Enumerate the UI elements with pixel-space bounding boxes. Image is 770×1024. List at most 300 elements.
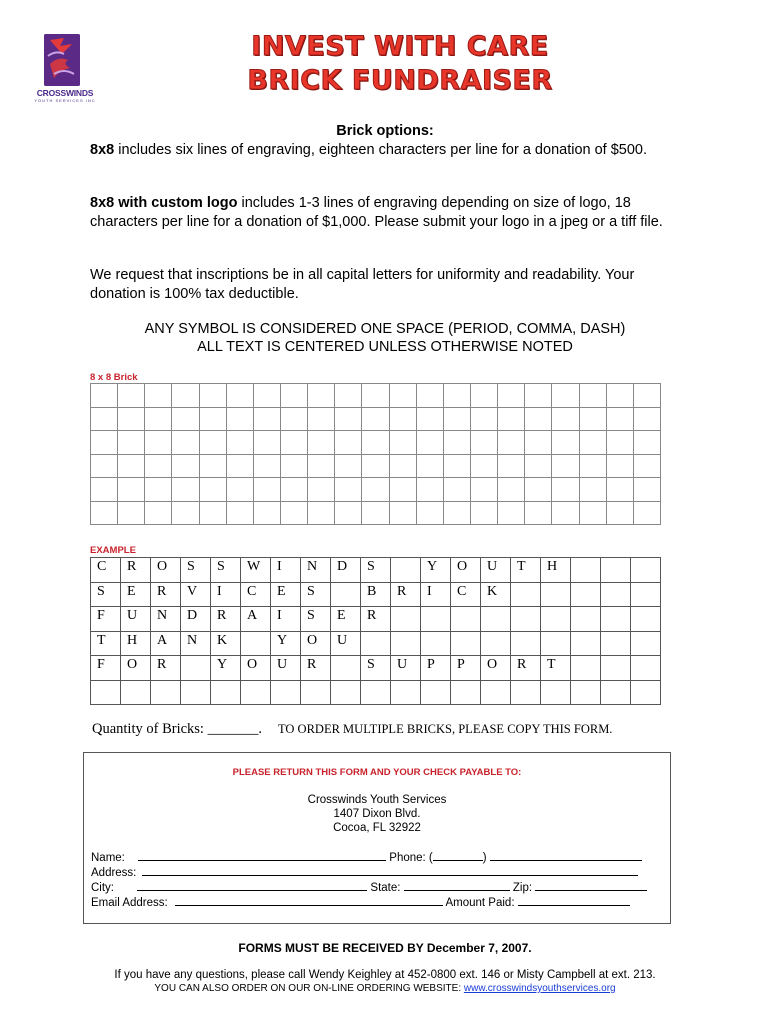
example-grid-cell: R — [511, 656, 541, 681]
example-grid-cell: I — [271, 558, 301, 583]
brick-grid-cell[interactable] — [552, 478, 579, 502]
brick-grid-cell[interactable] — [253, 407, 280, 431]
example-grid-cell: O — [241, 656, 271, 681]
brick-grid-cell[interactable] — [199, 384, 226, 408]
example-grid-cell: O — [301, 631, 331, 656]
brick-grid-cell[interactable] — [470, 384, 497, 408]
brick-grid-cell[interactable] — [226, 384, 253, 408]
example-grid-cell: T — [511, 558, 541, 583]
brick-grid-cell[interactable] — [443, 431, 470, 455]
example-grid-cell: U — [481, 558, 511, 583]
example-grid-cell: C — [241, 582, 271, 607]
example-grid-cell — [631, 607, 661, 632]
example-grid-cell — [571, 607, 601, 632]
example-grid-cell: R — [361, 607, 391, 632]
brick-grid-cell[interactable] — [335, 384, 362, 408]
brick-grid-row — [91, 454, 661, 478]
example-grid-cell — [361, 680, 391, 705]
example-grid-cell — [541, 680, 571, 705]
example-grid-cell — [511, 680, 541, 705]
example-grid-cell — [331, 656, 361, 681]
brick-grid-cell[interactable] — [91, 384, 118, 408]
deadline-notice: FORMS MUST BE RECEIVED BY December 7, 2007. — [238, 941, 532, 955]
example-grid-row — [91, 631, 661, 656]
brick-options-heading: Brick options: — [336, 123, 434, 139]
example-grid-cell — [601, 680, 631, 705]
return-form-box — [83, 752, 671, 924]
brick-grid-cell[interactable] — [253, 384, 280, 408]
brick-grid-cell[interactable] — [199, 407, 226, 431]
brick-grid-cell[interactable] — [199, 454, 226, 478]
brick-grid-cell[interactable] — [525, 454, 552, 478]
example-grid-cell: R — [121, 558, 151, 583]
example-grid-cell — [601, 607, 631, 632]
brick-grid-cell[interactable] — [579, 431, 606, 455]
brick-grid-cell[interactable] — [335, 407, 362, 431]
example-grid-cell — [391, 607, 421, 632]
brick-grid-cell[interactable] — [443, 454, 470, 478]
example-grid-cell: P — [451, 656, 481, 681]
brick-grid-cell[interactable] — [172, 501, 199, 525]
brick-grid-cell[interactable] — [118, 501, 145, 525]
example-grid-cell — [511, 582, 541, 607]
brick-grid-cell[interactable] — [362, 384, 389, 408]
org-name: Crosswinds Youth Services — [307, 794, 447, 806]
example-grid-cell: R — [151, 656, 181, 681]
state-label: State: — [370, 882, 401, 894]
logo-name: CROSSWINDS — [36, 88, 94, 98]
brick-grid-cell[interactable] — [525, 384, 552, 408]
brick-grid-cell[interactable] — [118, 407, 145, 431]
brick-grid-cell[interactable] — [552, 454, 579, 478]
example-grid-cell: U — [271, 656, 301, 681]
email-label: Email Address: — [91, 897, 168, 909]
example-grid-cell — [481, 607, 511, 632]
brick-grid-cell[interactable] — [199, 501, 226, 525]
brick-grid-cell[interactable] — [389, 478, 416, 502]
example-grid-cell: O — [121, 656, 151, 681]
brick-grid-cell[interactable] — [389, 384, 416, 408]
example-grid-row — [91, 607, 661, 632]
example-grid-cell: T — [91, 631, 121, 656]
example-grid-cell: Y — [211, 656, 241, 681]
example-grid-cell: U — [331, 631, 361, 656]
brick-grid-cell[interactable] — [172, 384, 199, 408]
example-grid-cell: A — [241, 607, 271, 632]
amount-field[interactable] — [518, 895, 630, 906]
brick-grid-cell[interactable] — [525, 478, 552, 502]
brick-grid-cell[interactable] — [579, 478, 606, 502]
copy-form-note: TO ORDER MULTIPLE BRICKS, PLEASE COPY THIS FORM. — [278, 722, 613, 736]
brick-grid-cell[interactable] — [552, 431, 579, 455]
brick-grid-cell[interactable] — [91, 407, 118, 431]
brick-grid-cell[interactable] — [145, 384, 172, 408]
brick-grid-cell[interactable] — [579, 454, 606, 478]
rule-symbol: ANY SYMBOL IS CONSIDERED ONE SPACE (PERIOD, COMMA, DASH) — [144, 321, 626, 337]
brick-grid-cell[interactable] — [172, 431, 199, 455]
brick-grid-cell[interactable] — [633, 384, 660, 408]
brick-grid-cell[interactable] — [606, 454, 633, 478]
brick-grid-cell[interactable] — [118, 478, 145, 502]
brick-grid-cell[interactable] — [416, 407, 443, 431]
brick-grid-cell[interactable] — [606, 431, 633, 455]
brick-grid-cell[interactable] — [633, 407, 660, 431]
brick-grid-cell[interactable] — [362, 501, 389, 525]
brick-grid-cell[interactable] — [579, 384, 606, 408]
brick-grid-cell[interactable] — [498, 454, 525, 478]
address-field[interactable] — [142, 865, 638, 876]
example-grid-cell: S — [301, 607, 331, 632]
example-grid-cell — [631, 680, 661, 705]
brick-grid-cell[interactable] — [253, 431, 280, 455]
example-grid-cell: R — [211, 607, 241, 632]
brick-grid-cell[interactable] — [362, 431, 389, 455]
brick-grid-cell[interactable] — [389, 431, 416, 455]
brick-grid-cell[interactable] — [280, 454, 307, 478]
zip-label: Zip: — [512, 882, 533, 894]
example-grid-cell — [301, 680, 331, 705]
example-grid-cell: Y — [271, 631, 301, 656]
brick-grid-cell[interactable] — [606, 407, 633, 431]
brick-grid-cell[interactable] — [606, 501, 633, 525]
example-grid-cell — [601, 558, 631, 583]
questions-contact: If you have any questions, please call Wendy Keighley at 452-0800 ext. 146 or Misty Campbell at ext. 213. — [114, 969, 656, 981]
phone-field[interactable] — [490, 850, 642, 861]
brick-grid-cell[interactable] — [226, 478, 253, 502]
brick-grid-cell[interactable] — [362, 454, 389, 478]
example-grid-cell — [151, 680, 181, 705]
example-grid-cell: S — [361, 656, 391, 681]
example-grid-cell: E — [121, 582, 151, 607]
example-grid-cell: F — [91, 607, 121, 632]
example-grid-cell — [631, 631, 661, 656]
example-grid-cell: E — [271, 582, 301, 607]
example-grid-cell: R — [391, 582, 421, 607]
city-row — [91, 880, 647, 894]
example-grid-cell: O — [481, 656, 511, 681]
example-grid-cell: P — [421, 656, 451, 681]
brick-grid-cell[interactable] — [118, 454, 145, 478]
example-grid-cell — [391, 631, 421, 656]
brick-grid-cell[interactable] — [525, 407, 552, 431]
brick-grid-cell[interactable] — [335, 501, 362, 525]
brick-grid-cell[interactable] — [91, 454, 118, 478]
example-grid-cell: R — [151, 582, 181, 607]
brick-grid-cell[interactable] — [145, 478, 172, 502]
example-grid-cell: I — [211, 582, 241, 607]
example-grid-cell: S — [211, 558, 241, 583]
example-grid-cell — [511, 607, 541, 632]
brick-grid-cell[interactable] — [280, 478, 307, 502]
brick-grid-cell[interactable] — [416, 431, 443, 455]
example-grid-cell: H — [541, 558, 571, 583]
brick-grid-cell[interactable] — [280, 431, 307, 455]
example-grid-cell — [241, 680, 271, 705]
logo-emblem-icon — [44, 34, 80, 86]
brick-grid-cell[interactable] — [470, 407, 497, 431]
brick-grid-cell[interactable] — [145, 407, 172, 431]
brick-grid-cell[interactable] — [470, 431, 497, 455]
brick-grid-cell[interactable] — [335, 431, 362, 455]
example-grid-cell: K — [211, 631, 241, 656]
example-grid-cell: V — [181, 582, 211, 607]
example-grid-cell: W — [241, 558, 271, 583]
example-grid-cell: T — [541, 656, 571, 681]
email-row — [91, 895, 630, 909]
brick-grid-cell[interactable] — [308, 478, 335, 502]
example-grid-cell — [481, 680, 511, 705]
example-grid-cell — [541, 582, 571, 607]
brick-grid-cell[interactable] — [633, 478, 660, 502]
brick-grid-cell[interactable] — [172, 478, 199, 502]
example-grid-cell — [451, 680, 481, 705]
example-grid-cell — [331, 582, 361, 607]
brick-grid-cell[interactable] — [253, 454, 280, 478]
brick-grid-cell[interactable] — [335, 454, 362, 478]
brick-grid-cell[interactable] — [470, 501, 497, 525]
name-label: Name: — [91, 852, 125, 864]
example-grid-cell: E — [331, 607, 361, 632]
brick-grid-cell[interactable] — [498, 501, 525, 525]
example-grid-cell: D — [181, 607, 211, 632]
example-grid-cell: O — [151, 558, 181, 583]
example-grid-cell — [631, 558, 661, 583]
brick-grid-cell[interactable] — [389, 501, 416, 525]
brick-grid-cell[interactable] — [552, 384, 579, 408]
example-grid-cell — [631, 656, 661, 681]
brick-grid-cell[interactable] — [91, 431, 118, 455]
example-grid-cell: N — [151, 607, 181, 632]
example-grid-cell: S — [301, 582, 331, 607]
brick-grid-cell[interactable] — [606, 384, 633, 408]
name-field[interactable] — [138, 850, 386, 861]
example-grid-cell: Y — [421, 558, 451, 583]
brick-grid-label: 8 x 8 Brick — [90, 372, 138, 383]
example-grid-cell — [541, 607, 571, 632]
brick-grid-row — [91, 407, 661, 431]
org-street: 1407 Dixon Blvd. — [333, 808, 421, 820]
example-grid-cell: F — [91, 656, 121, 681]
brick-grid-cell[interactable] — [470, 478, 497, 502]
example-grid-cell — [571, 631, 601, 656]
example-grid-cell — [571, 582, 601, 607]
option-custom-logo-text: includes 1-3 lines of engraving depending on size of logo, 18 characters per line for a donation of $1,000. Please submit your logo in a jpeg or a tiff file. — [90, 195, 663, 230]
brick-grid-cell[interactable] — [443, 384, 470, 408]
example-grid-cell: N — [181, 631, 211, 656]
online-order-line — [0, 983, 770, 994]
example-grid-cell: S — [91, 582, 121, 607]
brick-grid-cell[interactable] — [226, 431, 253, 455]
example-grid-cell: H — [121, 631, 151, 656]
brick-grid-cell[interactable] — [308, 431, 335, 455]
phone-label: Phone: ( — [389, 852, 433, 864]
brick-grid-cell[interactable] — [308, 454, 335, 478]
brick-grid-cell[interactable] — [118, 431, 145, 455]
address-label: Address: — [91, 867, 137, 879]
return-title: PLEASE RETURN THIS FORM AND YOUR CHECK PAYABLE TO: — [232, 767, 522, 778]
example-grid-cell: A — [151, 631, 181, 656]
brick-grid-cell[interactable] — [606, 478, 633, 502]
brick-grid-cell[interactable] — [525, 431, 552, 455]
example-grid-cell: S — [181, 558, 211, 583]
brick-grid-cell[interactable] — [443, 407, 470, 431]
brick-grid-cell[interactable] — [308, 384, 335, 408]
brick-grid-cell[interactable] — [633, 431, 660, 455]
example-grid-cell — [571, 656, 601, 681]
example-grid-cell — [451, 607, 481, 632]
brick-grid-cell[interactable] — [280, 384, 307, 408]
brick-grid-cell[interactable] — [498, 431, 525, 455]
example-grid-row — [91, 680, 661, 705]
example-grid-cell — [121, 680, 151, 705]
brick-grid-row — [91, 384, 661, 408]
city-label: City: — [91, 882, 114, 894]
brick-grid-cell[interactable] — [362, 407, 389, 431]
example-grid-cell — [421, 607, 451, 632]
example-grid-cell — [421, 680, 451, 705]
brick-grid-cell[interactable] — [498, 478, 525, 502]
brick-grid-cell[interactable] — [416, 501, 443, 525]
option-custom-logo-label: 8x8 with custom logo — [90, 195, 238, 211]
title-line-1: INVEST WITH CARE — [251, 31, 549, 62]
example-grid-cell — [601, 582, 631, 607]
brick-grid-cell[interactable] — [308, 407, 335, 431]
brick-grid-cell[interactable] — [253, 478, 280, 502]
brick-grid-cell[interactable] — [226, 454, 253, 478]
example-grid-cell — [181, 680, 211, 705]
example-grid-cell — [91, 680, 121, 705]
brick-grid-cell[interactable] — [145, 501, 172, 525]
quantity-of-bricks[interactable]: Quantity of Bricks: _______. — [92, 721, 262, 737]
title-banner — [240, 30, 560, 102]
phone-close: ) — [482, 852, 487, 864]
example-grid-row — [91, 558, 661, 583]
example-grid-cell — [631, 582, 661, 607]
brick-grid-cell[interactable] — [579, 407, 606, 431]
brick-grid-row — [91, 501, 661, 525]
example-grid-cell — [541, 631, 571, 656]
brick-grid-cell[interactable] — [633, 501, 660, 525]
example-grid-cell: C — [91, 558, 121, 583]
example-grid-cell: D — [331, 558, 361, 583]
brick-grid-cell[interactable] — [145, 454, 172, 478]
example-grid-cell: U — [391, 656, 421, 681]
example-grid-cell: C — [451, 582, 481, 607]
rule-centered: ALL TEXT IS CENTERED UNLESS OTHERWISE NOTED — [197, 339, 573, 355]
example-grid-cell: S — [361, 558, 391, 583]
brick-grid-cell[interactable] — [280, 501, 307, 525]
brick-grid-row — [91, 478, 661, 502]
example-grid-cell: N — [301, 558, 331, 583]
option-custom-logo — [90, 194, 690, 231]
brick-grid-cell[interactable] — [416, 478, 443, 502]
brick-grid-cell[interactable] — [443, 478, 470, 502]
brick-grid-cell[interactable] — [470, 454, 497, 478]
example-grid-cell — [211, 680, 241, 705]
brick-grid-cell[interactable] — [552, 501, 579, 525]
brick-grid-cell[interactable] — [91, 501, 118, 525]
brick-grid-cell[interactable] — [579, 501, 606, 525]
example-grid-cell — [481, 631, 511, 656]
name-row — [91, 850, 642, 864]
brick-grid-cell[interactable] — [226, 501, 253, 525]
brick-grid-cell[interactable] — [416, 384, 443, 408]
brick-grid-cell[interactable] — [552, 407, 579, 431]
brick-grid-cell[interactable] — [172, 407, 199, 431]
example-grid-cell: I — [271, 607, 301, 632]
brick-grid-cell[interactable] — [389, 407, 416, 431]
website-link[interactable]: www.crosswindsyouthservices.org — [463, 983, 616, 994]
example-grid-cell — [331, 680, 361, 705]
example-grid-cell: R — [301, 656, 331, 681]
example-grid-cell: U — [121, 607, 151, 632]
brick-grid-cell[interactable] — [416, 454, 443, 478]
brick-grid-cell[interactable] — [389, 454, 416, 478]
org-city: Cocoa, FL 32922 — [333, 822, 421, 834]
example-grid-cell — [361, 631, 391, 656]
example-grid-cell: K — [481, 582, 511, 607]
brick-grid-cell[interactable] — [633, 454, 660, 478]
phone-area-field[interactable] — [433, 850, 483, 861]
brick-grid-cell[interactable] — [280, 407, 307, 431]
example-grid-cell — [601, 631, 631, 656]
brick-grid-cell[interactable] — [335, 478, 362, 502]
brick-grid-cell[interactable] — [525, 501, 552, 525]
brick-grid-cell[interactable] — [362, 478, 389, 502]
online-order-text: YOU CAN ALSO ORDER ON OUR ON-LINE ORDERING WEBSITE: — [154, 983, 464, 994]
city-field[interactable] — [137, 880, 367, 891]
crosswinds-logo — [34, 34, 96, 104]
example-grid-row — [91, 582, 661, 607]
example-label: EXAMPLE — [90, 545, 136, 556]
brick-grid-cell[interactable] — [91, 478, 118, 502]
example-grid-cell — [571, 680, 601, 705]
brick-grid-cell[interactable] — [199, 431, 226, 455]
option-8x8 — [90, 141, 690, 160]
example-grid-cell: B — [361, 582, 391, 607]
example-grid-row — [91, 656, 661, 681]
brick-grid-row — [91, 431, 661, 455]
address-row — [91, 865, 638, 879]
option-8x8-label: 8x8 — [90, 142, 115, 158]
brick-grid-cell[interactable] — [226, 407, 253, 431]
example-grid-cell — [271, 680, 301, 705]
brick-grid-cell[interactable] — [308, 501, 335, 525]
brick-grid-cell[interactable] — [253, 501, 280, 525]
brick-grid-cell[interactable] — [145, 431, 172, 455]
example-grid-cell — [391, 680, 421, 705]
brick-engraving-grid[interactable] — [90, 383, 661, 525]
example-grid-cell — [571, 558, 601, 583]
email-field[interactable] — [175, 895, 443, 906]
zip-field[interactable] — [535, 880, 647, 891]
brick-grid-cell[interactable] — [498, 384, 525, 408]
example-grid-cell — [451, 631, 481, 656]
brick-grid-cell[interactable] — [443, 501, 470, 525]
brick-grid-cell[interactable] — [172, 454, 199, 478]
example-grid-cell — [601, 656, 631, 681]
amount-label: Amount Paid: — [445, 897, 515, 909]
example-grid-cell: O — [451, 558, 481, 583]
example-grid — [90, 557, 661, 705]
state-field[interactable] — [404, 880, 510, 891]
brick-grid-cell[interactable] — [498, 407, 525, 431]
example-grid-cell — [181, 656, 211, 681]
brick-grid-cell[interactable] — [118, 384, 145, 408]
option-8x8-text: includes six lines of engraving, eighteen characters per line for a donation of $500. — [114, 142, 648, 158]
brick-grid-cell[interactable] — [199, 478, 226, 502]
example-grid-cell: I — [421, 582, 451, 607]
